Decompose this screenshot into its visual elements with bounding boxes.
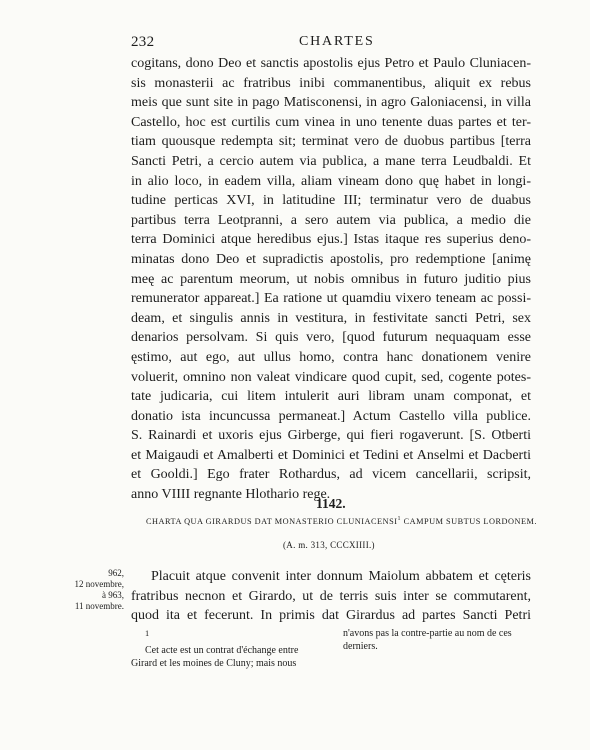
text-line: cogitans, dono Deo et sanctis apostolis ejus Petro et Paulo Cluniacen- xyxy=(131,56,531,71)
text-line: sis monasterii ac fratribus inibi commanentibus, aliquit ex rebus xyxy=(131,75,531,91)
text-line: et Maigaudi et Amalberti et Dominici et Tedini et Anselmi et Dacberti xyxy=(131,447,531,463)
text-line: quod ita et fecerunt. In primis dat Girardus ad partes Sancti Petri xyxy=(131,608,531,624)
footnote-column-left xyxy=(131,627,327,670)
text-line: tiam quousque redempta sit; terminat vero de duobus partibus [terra xyxy=(131,134,531,150)
text-line: deam, et singulis annis in vestitura, in festivitate sancti Petri, sex xyxy=(131,310,531,326)
footnote-column-right xyxy=(343,627,531,653)
charter-number: 1142. xyxy=(316,496,346,511)
text-line: fratribus necnon et Girardo, ut de terris suis inter se commutarent, xyxy=(131,588,531,604)
charter-title-text: CHARTA QUA GIRARDUS DAT MONASTERIO CLUNIACENSI xyxy=(146,516,398,526)
text-line: meę ac parentum meorum, ut nobis omnibus in futuro juditio pius xyxy=(131,271,531,287)
text-line: Placuit atque convenit inter donnum Maiolum abbatem et cęteris xyxy=(151,569,531,584)
text-line: tudine perticas XVI, in latitudine III; terminatur vero de duabus xyxy=(131,193,531,209)
text-line: meis que sunt site in pago Matisconensi, in agro Galoniacensi, in villa xyxy=(131,95,531,111)
running-title: CHARTES xyxy=(299,34,375,49)
text-line: minatas dono Deo et supradictis apostolis, pro redemptione [animę xyxy=(131,251,531,267)
text-line: ęstimo, aut ego, aut ullus homo, contra hanc donationem venire xyxy=(131,349,531,365)
page-header xyxy=(0,34,590,54)
charter-body xyxy=(131,567,531,626)
date-line: 12 novembre, xyxy=(74,579,124,589)
footnote-ref: 1 xyxy=(397,516,401,522)
date-line: à 963, xyxy=(102,590,124,600)
text-line: voluerit, omnino non valeat vindicare quod cupit, sed, cogente potes- xyxy=(131,369,531,385)
text-line: anno VIIII regnante Hlothario rege. xyxy=(131,487,331,503)
footnote-line: n'avons pas la contre-partie au nom de ces xyxy=(343,628,512,639)
text-line: Castello, hoc est curtilis cum vinea in uno tenente duas partes et ter- xyxy=(131,114,531,130)
text-line: in alio loco, in eadem villa, aliam vineam dono quę habet in longi- xyxy=(131,173,531,189)
text-line: remunerator appareat.] Ea ratione ut quamdiu vixero teneam ac possi- xyxy=(131,291,531,307)
footnote-text: Cet acte est un contrat d'échange entre xyxy=(145,645,299,657)
date-line: 11 novembre. xyxy=(74,601,124,611)
footnote-line: derniers. xyxy=(343,641,378,652)
footnote-marker: 1 xyxy=(145,629,150,638)
text-line: denarios persolvam. Si quis vero, [quod futurum nequaquam esse xyxy=(131,330,531,346)
archive-reference: (A. m. 313, CCCXIIII.) xyxy=(283,540,375,550)
text-line: S. Rainardi et uxoris ejus Girberge, qui fieri rogaverunt. [S. Otberti xyxy=(131,428,531,444)
margin-date xyxy=(58,568,124,612)
charter-title xyxy=(146,516,537,526)
footnote-line: Girard et les moines de Cluny; mais nous xyxy=(131,658,297,670)
text-line: tate judicaria, cui litem intulerit auri libram unam componat, et xyxy=(131,389,531,405)
text-line: partibus terra Leotpranni, a sero autem via publica, a medio die xyxy=(131,212,531,228)
text-line: donatio ista incuncussa permaneat.] Actum Castello villa publice. xyxy=(131,408,531,424)
date-line: 962, xyxy=(108,568,124,578)
page-number: 232 xyxy=(131,34,155,50)
text-line: terra Dominici atque heredibus ejus.] Istas itaque res superius deno- xyxy=(131,232,531,248)
charter-title-end: CAMPUM SUBTUS LORDONEM. xyxy=(403,516,537,526)
charter-body-continuation xyxy=(131,54,531,505)
text-line: Sancti Petri, a cercio autem via publica, a mane terra Leudbaldi. Et xyxy=(131,153,531,169)
footnote-line xyxy=(131,627,327,657)
text-line: et Gooldi.] Ego frater Rothardus, ad vicem cancellarii, scripsit, xyxy=(131,467,531,483)
